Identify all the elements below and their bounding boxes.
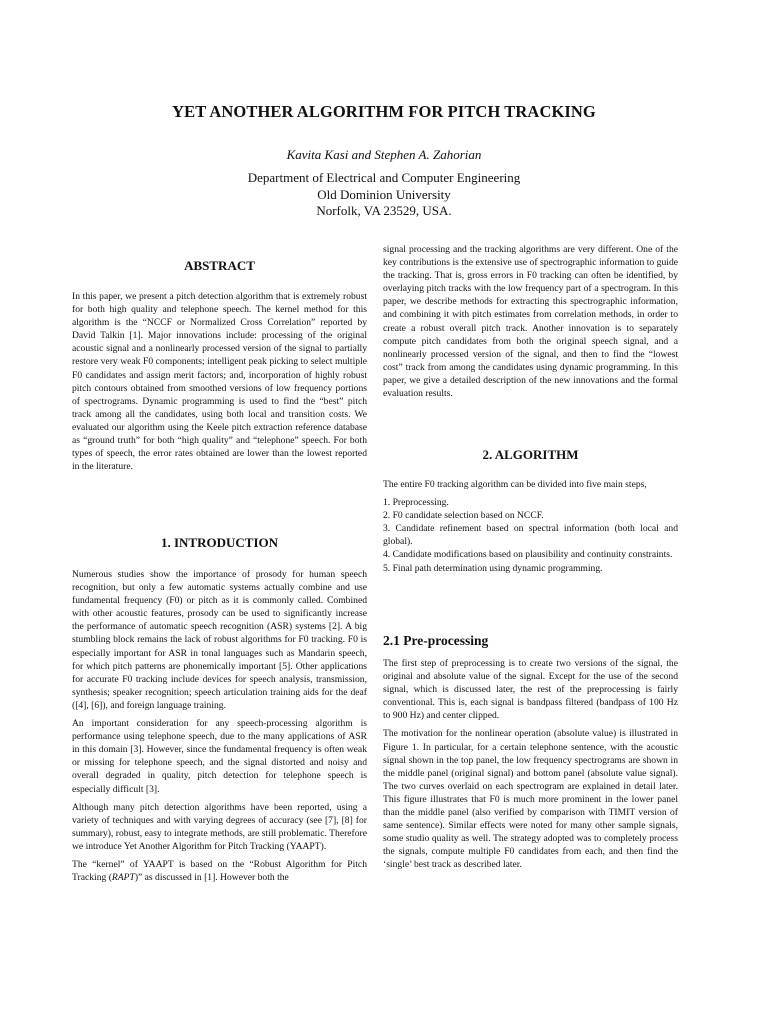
author-names: Kavita Kasi and Stephen A. Zahorian: [286, 147, 482, 162]
abstract-heading-block: [72, 258, 367, 274]
paper-title: YET ANOTHER ALGORITHM FOR PITCH TRACKING: [172, 102, 596, 121]
affiliation-block: [0, 170, 768, 220]
algorithm-step: 1. Preprocessing.: [383, 497, 449, 509]
intro-kernel-text-b: )” as discussed in [1]. However both the: [134, 872, 289, 884]
preprocessing-paragraph: The first step of preprocessing is to create two versions of the signal, the original and absolute value of the signal. Except for the use of the second signal, which is discussed later, the rest of the preprocessing is fairly conventional. This is, each signal is bandpass filtered (bandpass of 100 Hz to 900 Hz) and center clipped.: [383, 658, 678, 722]
intro-paragraph: Numerous studies show the importance of prosody for human speech recognition, but only a few automatic systems actually combine and use fundamental frequency (F0) or pitch as it is commonly called. Combined with other acoustic features, prosody can be used to significantly increase the performance of automatic speech recognition (ASR) systems [2]. A big stumbling block remains the lack of robust algorithms for F0 tracking. F0 is especially important for ASR in tonal languages such as Mandarin speech, for which pitch patterns are phonemically important [5]. Other applications for accurate F0 tracking include devices for speech analysis, transmission, synthesis; speaker recognition; speech articulation training aids for the deaf ([4], [6]), and foreign language training.: [72, 569, 367, 711]
algorithm-steps-list: [383, 496, 678, 575]
intro-paragraph-kernel: [72, 858, 367, 884]
affiliation-university: Old Dominion University: [317, 186, 451, 202]
algorithm-heading: 2. ALGORITHM: [482, 447, 579, 462]
intro-kernel-text-a: The “kernel” of YAAPT is based on the “Robust Algorithm for Pitch Tracking (: [72, 858, 367, 884]
abstract-text: In this paper, we present a pitch detection algorithm that is extremely robust for both high quality and telephone speech. The kernel method for this algorithm is the “NCCF or Normalized Cross Correlation” reported by David Talkin [1]. Major innovations include: processing of the original acoustic signal and a nonlinearly processed version of the signal to partially restore very weak F0 components; intelligent peak picking to select multiple F0 candidates and assign merit factors; and, incorporation of highly robust pitch contours obtained from smoothed versions of low frequency portions of spectrograms. Dynamic programming is used to find the “best” pitch track among all the candidates, using both local and transition costs. We evaluated our algorithm using the Keele pitch extraction reference database as “ground truth” for both “high quality” and “telephone” speech. For both types of speech, the error rates obtained are lower than the lowest reported in the literature.: [72, 291, 367, 473]
intro-kernel-rapt: RAPT: [111, 872, 135, 884]
algorithm-section: [383, 478, 678, 575]
affiliation-department: Department of Electrical and Computer Engineering: [247, 170, 521, 185]
algorithm-heading-block: [383, 447, 678, 463]
continuation-paragraph: signal processing and the tracking algorithms are very different. One of the key contributions is the extensive use of spectrographic information to guide the tracking. That is, gross errors in F0 tracking can often be identified, by overlaying pitch tracks with the low frequency part of a spectrogram. In this paper, we describe methods for extracting this spectrographic information, and combining it with pitch estimates from correlation methods, in order to create a robust overall pitch track. Another innovation is to separately compute pitch candidates from both the original speech signal, and a nonlinearly processed version of the signal, and then to find the “lowest cost” track from among the candidates using dynamic programming. In this paper, we give a detailed description of the new innovations and the formal evaluation results.: [383, 244, 678, 400]
algorithm-step: 3. Candidate refinement based on spectral information (both local and global).: [383, 523, 678, 548]
algorithm-step: 5. Final path determination using dynamic programming.: [383, 562, 603, 574]
right-column-continuation: [383, 243, 678, 405]
introduction-heading-block: [72, 535, 367, 551]
preprocessing-heading-block: [383, 633, 678, 649]
preprocessing-heading: 2.1 Pre-processing: [383, 633, 489, 648]
affiliation-address: Norfolk, VA 23529, USA.: [316, 203, 452, 218]
preprocessing-section: [383, 657, 678, 877]
intro-paragraph: Although many pitch detection algorithms have been reported, using a variety of techniques and with varying degrees of accuracy (see [7], [8] for summary), robust, easy to integrate methods, are still problematic. Therefore we introduce Yet Another Algorithm for Pitch Tracking (YAAPT).: [72, 801, 367, 852]
introduction-heading: 1. INTRODUCTION: [160, 535, 278, 550]
preprocessing-paragraph: The motivation for the nonlinear operation (absolute value) is illustrated in Figure 1. In particular, for a certain telephone sentence, with the acoustic signal shown in the top panel, the low frequency spectrograms are shown in the middle panel (original signal) and bottom panel (absolute value signal). The two curves overlaid on each spectrogram are explained in detail later. This figure illustrates that F0 is much more prominent in the lower panel than the middle panel (also verified by comparison with TIMIT version of same sentence). Similar effects were noted for many other sample signals, some studio quality as well. The strategy adopted was to completely process the signals, compute multiple F0 candidates from each, and then find the ‘single’ best track as described later.: [383, 728, 678, 871]
abstract-heading: ABSTRACT: [184, 258, 255, 273]
introduction-section: [72, 568, 367, 889]
intro-paragraph: An important consideration for any speech-processing algorithm is performance using telephone speech, due to the many applications of ASR in this domain [3]. However, since the fundamental frequency is often weak or missing for telephone speech, and the signal distorted and noisy and overall degraded in quality, pitch detection for telephone speech is especially difficult [3].: [72, 718, 367, 795]
abstract-section: [72, 290, 367, 478]
algorithm-step: 2. F0 candidate selection based on NCCF.: [383, 510, 544, 522]
algorithm-step: 4. Candidate modifications based on plausibility and continuity constraints.: [383, 549, 673, 561]
algorithm-intro: The entire F0 tracking algorithm can be divided into five main steps,: [383, 479, 647, 490]
